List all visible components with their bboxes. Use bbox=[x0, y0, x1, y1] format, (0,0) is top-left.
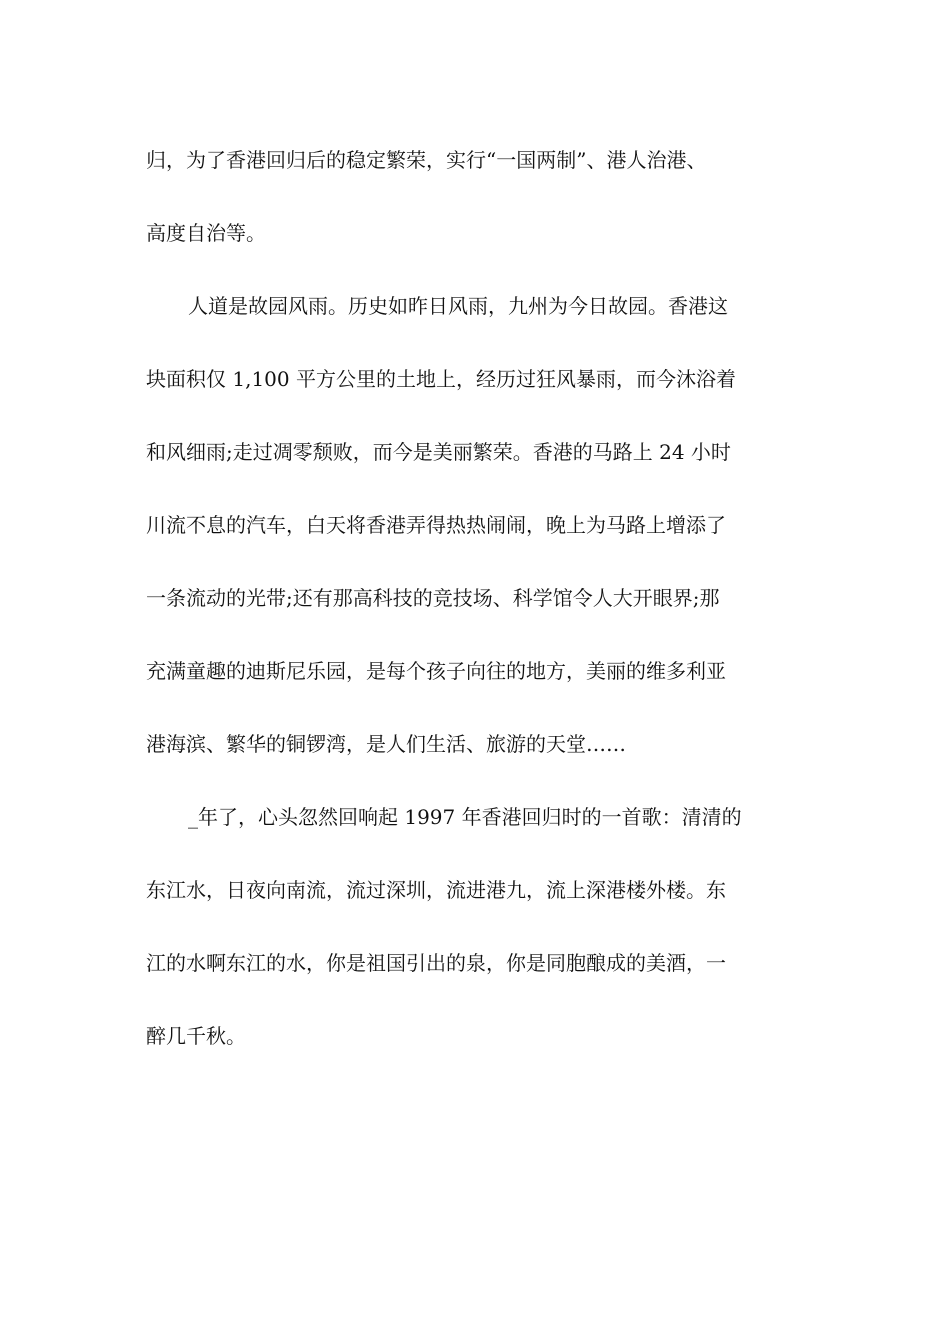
text-line: 港海滨、繁华的铜锣湾，是人们生活、旅游的天堂…… bbox=[146, 732, 626, 756]
body-text bbox=[146, 124, 796, 1073]
text-line: 高度自治等。 bbox=[146, 221, 266, 245]
text-line: 川流不息的汽车，白天将香港弄得热热闹闹，晚上为马路上增添了 bbox=[146, 513, 726, 537]
paragraph-first-line: 人道是故园风雨。历史如昨日风雨，九州为今日故园。香港这 bbox=[188, 294, 728, 318]
text-line: 江的水啊东江的水，你是祖国引出的泉，你是同胞酿成的美酒，一 bbox=[146, 951, 726, 975]
text-line: 醉几千秋。 bbox=[146, 1024, 246, 1048]
text-line: 块面积仅 1,100 平方公里的土地上，经历过狂风暴雨，而今沐浴着 bbox=[146, 367, 736, 391]
paragraph-first-line: _年了，心头忽然回响起 1997 年香港回归时的一首歌：清清的 bbox=[188, 805, 742, 829]
text-line: 归，为了香港回归后的稳定繁荣，实行“一国两制”、港人治港、 bbox=[146, 148, 707, 172]
text-line: 东江水，日夜向南流，流过深圳，流进港九，流上深港楼外楼。东 bbox=[146, 878, 726, 902]
text-line: 充满童趣的迪斯尼乐园，是每个孩子向往的地方，美丽的维多利亚 bbox=[146, 659, 726, 683]
text-line: 一条流动的光带;还有那高科技的竞技场、科学馆令人大开眼界;那 bbox=[146, 586, 720, 610]
text-line: 和风细雨;走过凋零颓败，而今是美丽繁荣。香港的马路上 24 小时 bbox=[146, 440, 731, 464]
